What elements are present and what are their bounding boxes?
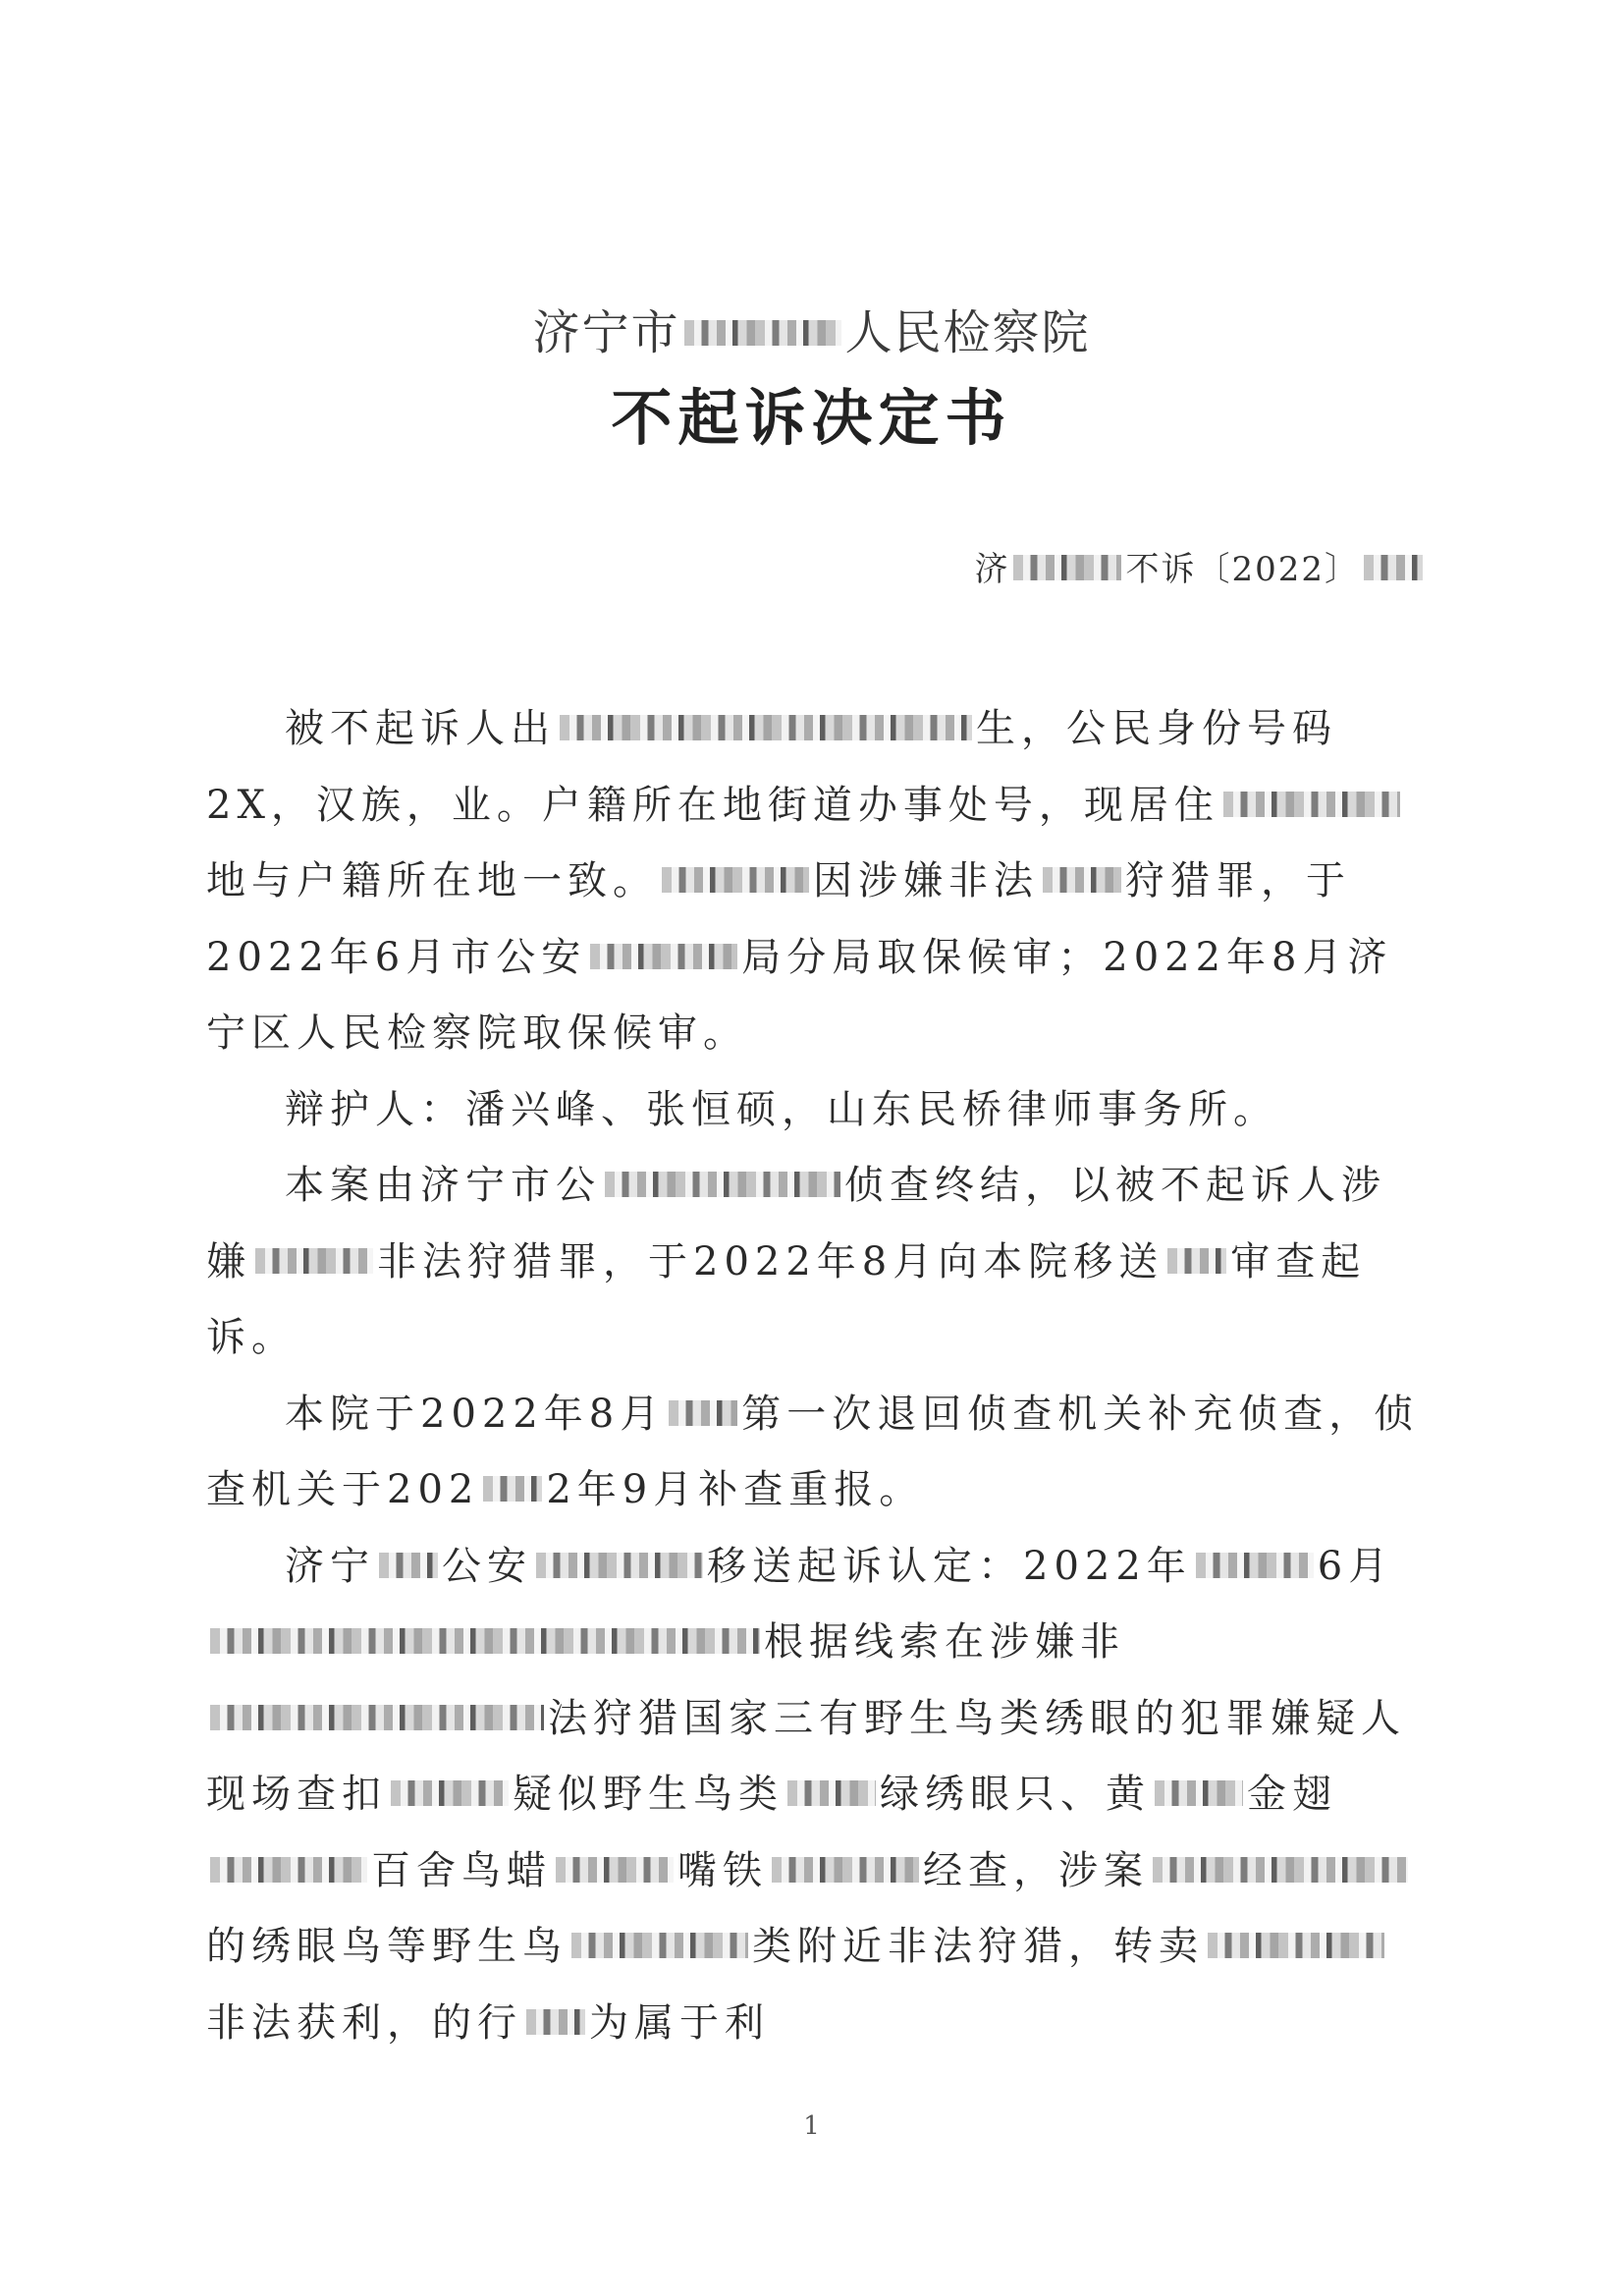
paragraph-case-origin: 本案由济宁市公 侦查终结，以被不起诉人涉嫌 非法狩猎罪，于2022年8月向本院移送 审查起诉。 (206, 1163, 1386, 1360)
document-number (974, 542, 1427, 590)
paragraph-defendant-info: 被不起诉人出 生，公民身份号码2X，汉族，业。户籍所在地街道办事处号，现居住地与户籍所在地一致。 因涉嫌非法 狩猎罪，于2022年6月市公安 局分局取保候审；2022年8月济宁区人民检察院取保候审。 (206, 691, 1424, 1072)
redaction-mosaic (255, 1248, 373, 1274)
redaction-mosaic (556, 1857, 674, 1883)
redaction-mosaic (1223, 792, 1400, 817)
redaction-mosaic (526, 2009, 585, 2035)
redaction-mosaic (210, 1857, 367, 1883)
redaction-mosaic (483, 1476, 542, 1502)
redaction-mosaic (536, 1553, 703, 1578)
redaction-mosaic (605, 1172, 840, 1197)
redaction-mosaic (662, 867, 809, 893)
redaction-mosaic (391, 1780, 509, 1806)
document-title: 不起诉决定书 (611, 382, 1012, 454)
court-name-prefix: 济宁市 (532, 305, 680, 360)
doc-number-prefix: 济 (974, 550, 1010, 589)
redaction-mosaic (787, 1780, 876, 1806)
court-name (0, 295, 1623, 362)
redaction-mosaic (210, 1705, 544, 1730)
redaction-mosaic (210, 1628, 760, 1654)
court-name-suffix: 人民检察院 (844, 305, 1091, 360)
redaction-mosaic (1155, 1780, 1243, 1806)
redaction-mosaic (1167, 1248, 1226, 1274)
redaction-mosaic (684, 320, 841, 346)
redaction-mosaic (772, 1857, 919, 1883)
paragraph-charges: 济宁 公安 移送起诉认定：2022年 6月根据线索在涉嫌非法狩猎国家三有野生鸟类绣眼的犯罪嫌疑人现场查扣 疑似野生鸟类 绿绣眼只、黄 金翅百舍鸟蜡 嘴铁 经查，涉案的绣眼鸟等野生鸟 类附近非法狩猎，转卖非法获利，的行 为属于利 (206, 1543, 1406, 2046)
document-body (206, 691, 1424, 2061)
doc-number-suffix: 不诉〔2022〕 (1125, 550, 1360, 589)
redaction-mosaic (1364, 555, 1423, 580)
redaction-mosaic (1153, 1857, 1408, 1883)
redaction-mosaic (560, 715, 972, 740)
redaction-mosaic (590, 944, 737, 969)
redaction-mosaic (1196, 1553, 1314, 1578)
page-number: 1 (803, 2111, 820, 2141)
redaction-mosaic (571, 1933, 748, 1958)
redaction-mosaic (1208, 1933, 1384, 1958)
redaction-mosaic (1013, 555, 1121, 580)
redaction-mosaic (379, 1553, 438, 1578)
redaction-mosaic (1043, 867, 1121, 893)
redaction-mosaic (669, 1400, 737, 1426)
paragraph-supplementary: 本院于2022年8月 第一次退回侦查机关补充侦查，侦查机关于202 2年9月补查重报。 (206, 1391, 1420, 1512)
paragraph-defender: 辩护人：潘兴峰、张恒硕，山东民桥律师事务所。 (285, 1086, 1278, 1132)
